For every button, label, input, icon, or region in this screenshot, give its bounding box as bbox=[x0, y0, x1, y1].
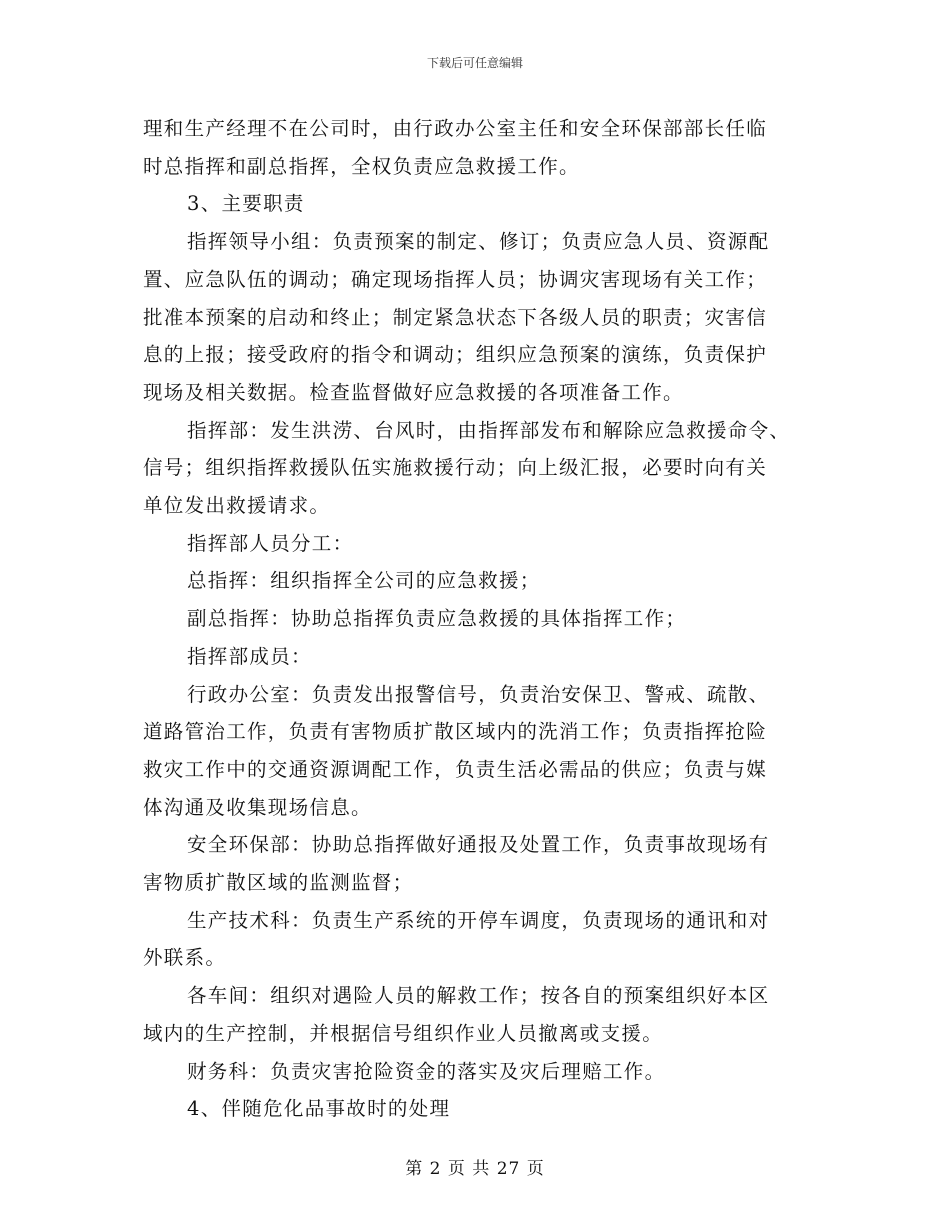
text-line: 副总指挥：协助总指挥负责应急救援的具体指挥工作； bbox=[187, 607, 687, 631]
text-line: 总指挥：组织指挥全公司的应急救援； bbox=[187, 569, 541, 593]
text-line: 批准本预案的启动和终止；制定紧急状态下各级人员的职责；灾害信 bbox=[143, 305, 768, 329]
text-line: 理和生产经理不在公司时，由行政办公室主任和安全环保部部长任临 bbox=[143, 117, 768, 140]
text-line: 体沟通及收集现场信息。 bbox=[143, 795, 372, 819]
page-header: 下载后可任意编辑 bbox=[426, 56, 523, 70]
text-line: 现场及相关数据。检查监督做好应急救援的各项准备工作。 bbox=[143, 380, 684, 404]
text-line: 指挥领导小组：负责预案的制定、修订；负责应急人员、资源配 bbox=[187, 230, 770, 254]
text-line: 单位发出救援请求。 bbox=[143, 494, 331, 518]
text-line: 安全环保部：协助总指挥做好通报及处置工作，负责事故现场有 bbox=[187, 833, 770, 857]
text-line: 置、应急队伍的调动；确定现场指挥人员；协调灾害现场有关工作； bbox=[143, 267, 768, 291]
text-line: 行政办公室：负责发出报警信号，负责治安保卫、警戒、疏散、 bbox=[187, 682, 770, 706]
text-line: 指挥部：发生洪涝、台风时，由指挥部发布和解除应急救援命令、 bbox=[187, 418, 791, 442]
text-line: 指挥部成员： bbox=[187, 644, 312, 668]
text-line: 息的上报；接受政府的指令和调动；组织应急预案的演练，负责保护 bbox=[143, 343, 768, 367]
text-line: 财务科：负责灾害抢险资金的落实及灾后理赔工作。 bbox=[187, 1059, 666, 1083]
text-line: 时总指挥和副总指挥，全权负责应急救援工作。 bbox=[143, 154, 580, 178]
text-line: 道路管治工作，负责有害物质扩散区域内的洗消工作；负责指挥抢险 bbox=[143, 720, 768, 744]
document-body bbox=[143, 110, 823, 1128]
text-line: 3、主要职责 bbox=[187, 192, 305, 216]
text-line: 各车间：组织对遇险人员的解救工作；按各自的预案组织好本区 bbox=[187, 984, 770, 1008]
text-line: 害物质扩散区域的监测监督； bbox=[143, 871, 414, 895]
text-line: 信号；组织指挥救援队伍实施救援行动；向上级汇报，必要时向有关 bbox=[143, 456, 768, 480]
text-line: 外联系。 bbox=[143, 946, 227, 970]
text-line: 4、伴随危化品事故时的处理 bbox=[187, 1097, 451, 1121]
text-line: 域内的生产控制，并根据信号组织作业人员撤离或支援。 bbox=[143, 1021, 664, 1045]
text-line: 指挥部人员分工： bbox=[187, 531, 354, 555]
text-line: 救灾工作中的交通资源调配工作，负责生活必需品的供应；负责与媒 bbox=[143, 757, 768, 781]
page-number: 第 2 页 共 27 页 bbox=[405, 1159, 545, 1179]
text-line: 生产技术科：负责生产系统的开停车调度，负责现场的通讯和对 bbox=[187, 908, 770, 932]
